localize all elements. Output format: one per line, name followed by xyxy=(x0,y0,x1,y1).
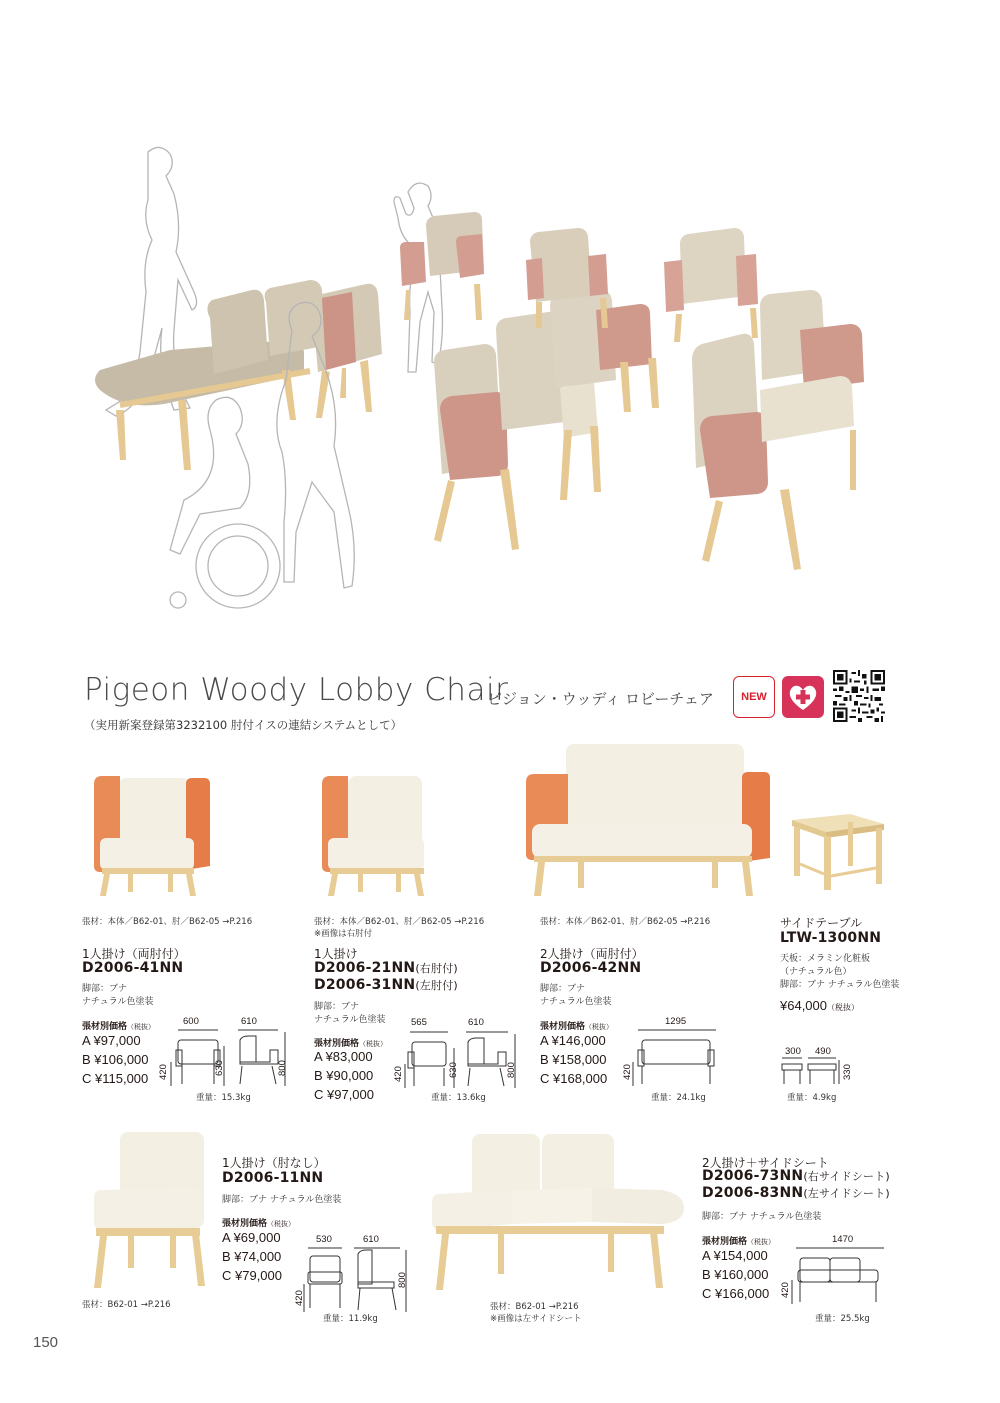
p21-label: 1人掛け xyxy=(314,947,358,961)
p21-weight: 重量：13.6kg xyxy=(431,1093,486,1103)
p21-price-header: 張材別価格（税抜） xyxy=(314,1039,388,1049)
table-dim-h: 330 xyxy=(842,1064,853,1080)
p41-leg1: 脚部：ブナ xyxy=(82,984,128,994)
p73-label: 2人掛け＋サイドシート xyxy=(702,1156,829,1170)
table-leg: 脚部：ブナ ナチュラル色塗装 xyxy=(780,980,900,990)
p21-dim-ah: 630 xyxy=(448,1062,459,1078)
medical-cross-icon xyxy=(782,676,824,718)
p41-dim-w: 600 xyxy=(183,1016,199,1027)
p11-fabric: 張材：B62-01 →P.216 xyxy=(82,1300,171,1310)
p42-price-a: A ¥146,000 xyxy=(540,1033,606,1048)
p42-fabric: 張材：本体／B62-01、肘／B62-05 →P.216 xyxy=(540,917,711,927)
p11-price-a: A ¥69,000 xyxy=(222,1230,281,1245)
p42-price-header: 張材別価格（税抜） xyxy=(540,1022,614,1032)
table-model: LTW-1300NN xyxy=(780,930,882,946)
p11-dim-w: 530 xyxy=(316,1234,332,1245)
p11-price-c: C ¥79,000 xyxy=(222,1267,282,1283)
product-73-image xyxy=(428,1130,690,1298)
p42-weight: 重量：24.1kg xyxy=(651,1093,706,1103)
p41-leg2: ナチュラル色塗装 xyxy=(82,997,154,1007)
p73-price-header: 張材別価格（税抜） xyxy=(702,1237,776,1247)
hero-long-bench xyxy=(95,280,324,470)
p11-leg: 脚部：ブナ ナチュラル色塗装 xyxy=(222,1195,342,1205)
page-title: Pigeon Woody Lobby Chair xyxy=(84,672,509,708)
p73-prices xyxy=(702,1247,769,1304)
hero-pink-chair-a xyxy=(312,284,382,418)
p21-dimension-drawing xyxy=(402,1028,518,1090)
table-weight: 重量：4.9kg xyxy=(787,1093,837,1103)
p21-price-b: B ¥90,000 xyxy=(314,1067,374,1083)
table-dim-w: 300 xyxy=(785,1046,801,1057)
p73-price-a: A ¥154,000 xyxy=(702,1248,768,1263)
p73-leg: 脚部：ブナ ナチュラル色塗装 xyxy=(702,1212,822,1222)
p21-dim-w: 565 xyxy=(411,1017,427,1028)
p41-prices xyxy=(82,1032,149,1089)
p21-price-a: A ¥83,000 xyxy=(314,1049,373,1064)
table-dim-d: 490 xyxy=(815,1046,831,1057)
table-label: サイドテーブル xyxy=(780,916,863,930)
p42-prices xyxy=(540,1032,607,1089)
p21-prices xyxy=(314,1048,374,1105)
p41-price-a: A ¥97,000 xyxy=(82,1033,141,1048)
p73-fabric-note: ※画像は左サイドシート xyxy=(490,1314,582,1324)
p73-model2: D2006-83NN(左サイドシート) xyxy=(702,1185,890,1201)
p41-price-b: B ¥106,000 xyxy=(82,1051,149,1067)
p41-fabric: 張材：本体／B62-01、肘／B62-05 →P.216 xyxy=(82,917,253,927)
p73-fabric: 張材：B62-01 →P.216 xyxy=(490,1302,579,1312)
product-table-image xyxy=(788,812,888,894)
p11-dimension-drawing xyxy=(302,1244,410,1314)
product-11-image xyxy=(88,1126,212,1292)
hero-lobby-scene xyxy=(60,130,940,630)
p42-leg2: ナチュラル色塗装 xyxy=(540,997,612,1007)
p42-price-b: B ¥158,000 xyxy=(540,1051,607,1067)
product-21-image xyxy=(318,770,438,900)
table-top2: （ナチュラル色） xyxy=(780,967,852,977)
p11-weight: 重量：11.9kg xyxy=(323,1314,378,1324)
p73-price-b: B ¥160,000 xyxy=(702,1266,769,1282)
p41-price-c: C ¥115,000 xyxy=(82,1070,149,1086)
p21-dim-h: 800 xyxy=(506,1062,517,1078)
p11-price-header: 張材別価格（税抜） xyxy=(222,1219,296,1229)
p41-dim-ah: 630 xyxy=(214,1060,225,1076)
p42-dimension-drawing xyxy=(630,1026,720,1088)
p73-price-c: C ¥166,000 xyxy=(702,1285,770,1301)
p42-model: D2006-42NN xyxy=(540,960,642,976)
p42-dim-sh: 420 xyxy=(622,1064,633,1080)
p21-fabric-note: ※画像は右肘付 xyxy=(314,929,373,939)
patent-subtitle: （実用新案登録第3232100 肘付イスの連結システムとして） xyxy=(84,718,403,732)
p73-model1: D2006-73NN(右サイドシート) xyxy=(702,1168,890,1184)
p73-weight: 重量：25.5kg xyxy=(815,1314,870,1324)
p41-dim-sh: 420 xyxy=(158,1064,169,1080)
p41-dim-d: 610 xyxy=(241,1016,257,1027)
p11-dim-d: 610 xyxy=(363,1234,379,1245)
p41-weight: 重量：15.3kg xyxy=(196,1093,251,1103)
p21-model1: D2006-21NN(右肘付) xyxy=(314,960,458,976)
hero-right-chairs xyxy=(664,228,864,570)
table-top1: 天板：メラミン化粧板 xyxy=(780,954,871,964)
p42-leg1: 脚部：ブナ xyxy=(540,984,586,994)
p42-label: 2人掛け（両肘付） xyxy=(540,947,644,961)
p41-dim-h: 800 xyxy=(277,1060,288,1076)
table-dimension-drawing xyxy=(780,1056,842,1086)
new-badge-icon: NEW xyxy=(733,676,775,718)
p11-prices xyxy=(222,1229,282,1286)
p21-dim-sh: 420 xyxy=(393,1066,404,1082)
p41-model: D2006-41NN xyxy=(82,960,184,976)
p11-price-b: B ¥74,000 xyxy=(222,1248,282,1264)
p41-price-header: 張材別価格（税抜） xyxy=(82,1022,156,1032)
p21-fabric: 張材：本体／B62-01、肘／B62-05 →P.216 xyxy=(314,917,485,927)
page-number: 150 xyxy=(33,1334,59,1351)
table-price: ¥64,000（税抜） xyxy=(780,998,859,1013)
p21-price-c: C ¥97,000 xyxy=(314,1086,374,1102)
product-42-image xyxy=(522,742,774,900)
p41-label: 1人掛け（両肘付） xyxy=(82,947,186,961)
p11-model: D2006-11NN xyxy=(222,1170,324,1186)
p73-dim-w: 1470 xyxy=(832,1234,854,1245)
p21-leg2: ナチュラル色塗装 xyxy=(314,1015,386,1025)
p21-leg1: 脚部：ブナ xyxy=(314,1002,360,1012)
p41-dimension-drawing xyxy=(168,1026,288,1088)
p42-dim-w: 1295 xyxy=(665,1016,687,1027)
p21-dim-d: 610 xyxy=(468,1017,484,1028)
p73-dim-sh: 420 xyxy=(780,1282,791,1298)
p11-dim-h: 800 xyxy=(397,1272,408,1288)
p21-model2: D2006-31NN(左肘付) xyxy=(314,977,458,993)
p42-price-c: C ¥168,000 xyxy=(540,1070,608,1086)
page-title-jp: ピジョン・ウッディ ロビーチェア xyxy=(487,690,714,708)
p11-dim-sh: 420 xyxy=(294,1290,305,1306)
qr-code-icon[interactable] xyxy=(833,670,885,722)
product-41-image xyxy=(88,770,218,900)
p11-label: 1人掛け（肘なし） xyxy=(222,1156,326,1170)
p73-dimension-drawing xyxy=(790,1244,890,1306)
